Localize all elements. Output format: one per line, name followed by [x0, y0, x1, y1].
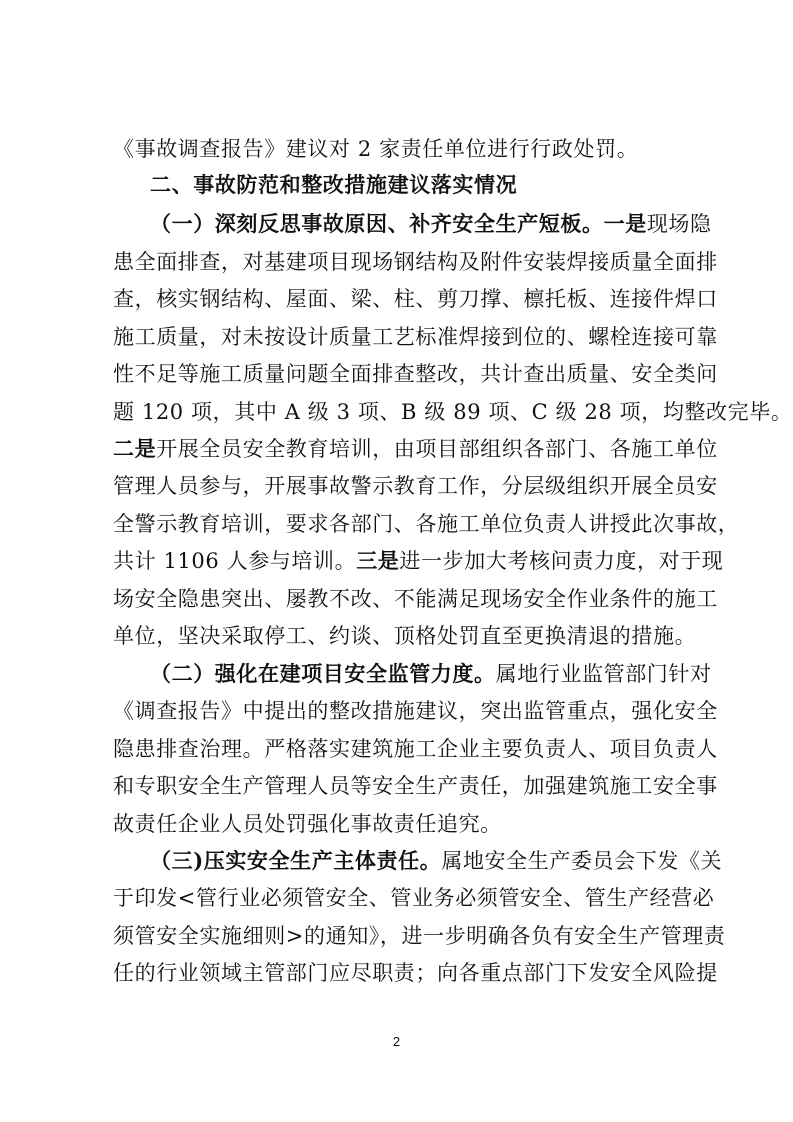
- paragraph-line: [113, 961, 718, 985]
- line-text: 开展全员安全教育培训，由项目部组织各部门、各施工单位: [156, 437, 718, 461]
- line-text: 性不足等施工质量问题全面排查整改，共计查出质量、安全类问: [113, 362, 718, 386]
- paragraph-line: [113, 400, 792, 424]
- paragraph-line: [113, 325, 718, 349]
- emphasis-marker: 三是: [356, 548, 400, 573]
- line-text: 故责任企业人员处罚强化事故责任追究。: [113, 812, 502, 836]
- line-text: 施工质量，对未按设计质量工艺标准焊接到位的、螺栓连接可靠: [113, 325, 718, 349]
- line-text: 和专职安全生产管理人员等安全生产责任，加强建筑施工安全事: [113, 774, 718, 798]
- emphasis-marker: 二是: [113, 436, 157, 461]
- line-text: 《调查报告》中提出的整改措施建议，突出监管重点，强化安全: [113, 699, 718, 723]
- subsection-line: [150, 849, 722, 873]
- subsection-title: （一）深刻反思事故原因、补齐安全生产短板。: [150, 211, 604, 236]
- paragraph-line: [113, 137, 638, 161]
- paragraph-line: [113, 924, 726, 948]
- subsection-line: [150, 662, 712, 686]
- line-text: 于印发<管行业必须管安全、管业务必须管安全、管生产经营必: [113, 886, 715, 910]
- line-text: 《事故调查报告》建议对 2 家责任单位进行行政处罚。: [113, 137, 639, 161]
- page-number: 2: [392, 1034, 401, 1049]
- subsection-line: [150, 212, 712, 236]
- paragraph-line: [113, 886, 714, 910]
- line-text: 患全面排查，对基建项目现场钢结构及附件安装焊接质量全面排: [113, 250, 718, 274]
- line-text: 现场隐: [646, 212, 712, 236]
- emphasis-marker: 一是: [603, 211, 647, 236]
- heading-text: 二、事故防范和整改措施建议落实情况: [150, 173, 518, 197]
- paragraph-line: [113, 699, 718, 723]
- line-text: 属地行业监管部门针对: [495, 662, 712, 686]
- subsection-title: （三)压实安全生产主体责任。: [150, 848, 442, 873]
- paragraph-line: [113, 287, 718, 311]
- paragraph-line: [113, 737, 718, 761]
- line-text: 题 120 项，其中 A 级 3 项、B 级 89 项、C 级 28 项，均整改完毕。: [113, 400, 793, 424]
- section-heading: [150, 173, 517, 197]
- line-text: 单位，坚决采取停工、约谈、顶格处罚直至更换清退的措施。: [113, 624, 697, 648]
- line-text: 管理人员参与，开展事故警示教育工作，分层级组织开展全员安: [113, 474, 718, 498]
- paragraph-line: [113, 250, 718, 274]
- paragraph-line: [113, 549, 723, 573]
- line-text: 查，核实钢结构、屋面、梁、柱、剪刀撑、檩托板、连接件焊口: [113, 287, 718, 311]
- line-text: 隐患排查治理。严格落实建筑施工企业主要负责人、项目负责人: [113, 737, 718, 761]
- paragraph-line: [113, 512, 739, 536]
- line-text: 进一步加大考核问责力度，对于现: [399, 549, 724, 573]
- paragraph-line: [113, 437, 718, 461]
- paragraph-line: [113, 812, 502, 836]
- paragraph-line: [113, 474, 718, 498]
- line-text: 须管安全实施细则>的通知》，进一步明确各负有安全生产管理责: [113, 924, 726, 948]
- paragraph-line: [113, 774, 718, 798]
- line-text: 共计 1106 人参与培训。: [113, 549, 357, 573]
- paragraph-line: [113, 587, 718, 611]
- paragraph-line: [113, 624, 696, 648]
- line-text: 任的行业领域主管部门应尽职责；向各重点部门下发安全风险提: [113, 961, 718, 985]
- line-text: 全警示教育培训，要求各部门、各施工单位负责人讲授此次事故，: [113, 512, 740, 536]
- paragraph-line: [113, 362, 718, 386]
- line-text: 属地安全生产委员会下发《关: [441, 849, 723, 873]
- subsection-title: （二）强化在建项目安全监管力度。: [150, 661, 496, 686]
- line-text: 场安全隐患突出、屡教不改、不能满足现场安全作业条件的施工: [113, 587, 718, 611]
